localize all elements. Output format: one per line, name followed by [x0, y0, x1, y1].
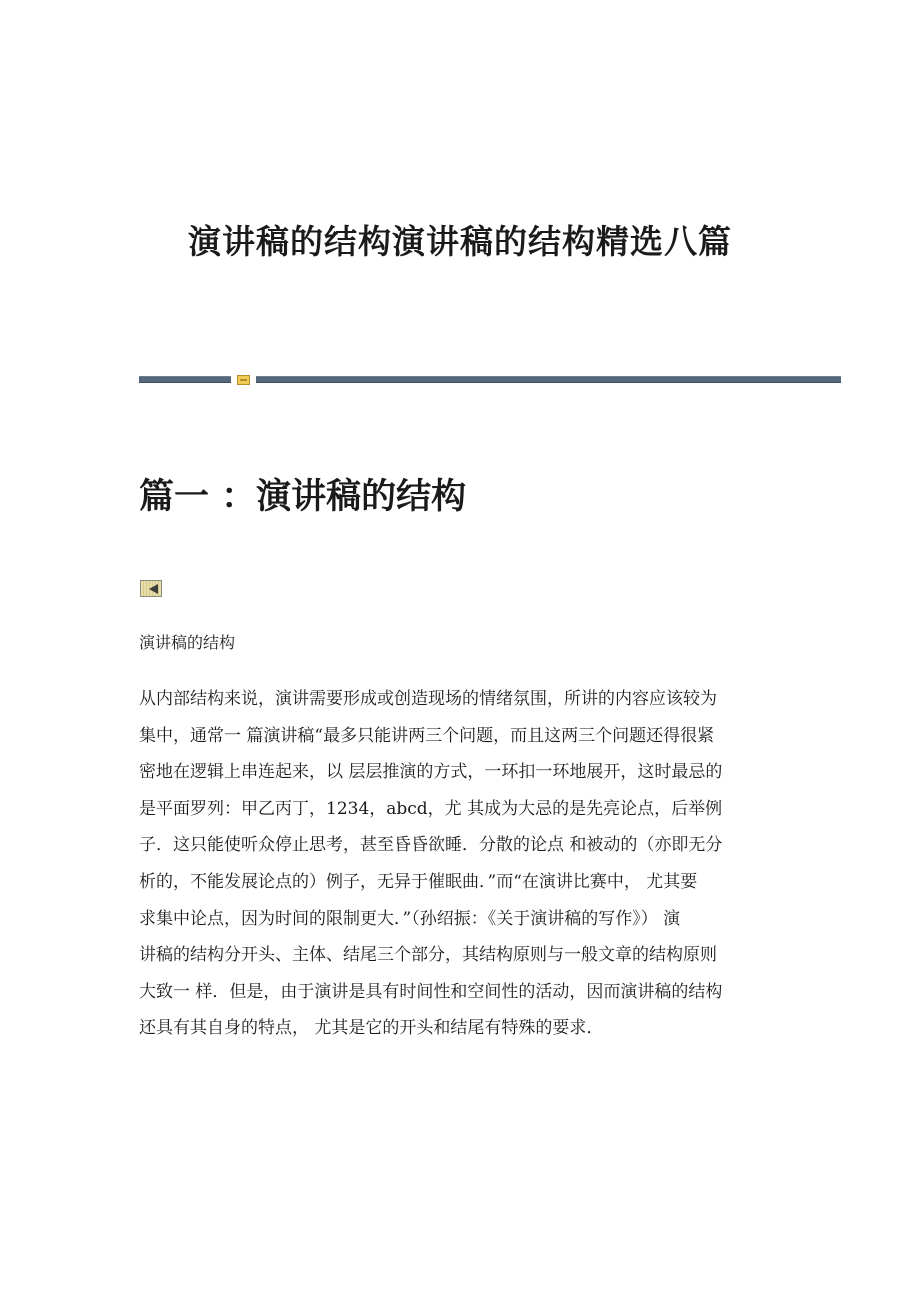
paragraph-line: 从内部结构来说，演讲需要形成或创造现场的情绪氛围，所讲的内容应该较为	[139, 689, 717, 709]
divider-bar-right	[256, 376, 841, 383]
paragraph-line: 是平面罗列：甲乙丙丁，1234，abcd，尤 其成为大忌的是先亮论点，后举例	[139, 798, 723, 819]
paragraph-line: 讲稿的结构分开头、主体、结尾三个部分，其结构原则与一般文章的结构原则	[139, 945, 717, 966]
body-paragraph	[139, 686, 799, 1052]
paragraph-line: 析的，不能发展论点的）例子，无异于催眠曲．”而“在演讲比赛中， 尤其要	[139, 871, 698, 892]
document-title: 演讲稿的结构演讲稿的结构精选八篇	[188, 222, 732, 261]
section-subtitle: 演讲稿的结构	[139, 633, 236, 652]
paragraph-line: 密地在逻辑上串连起来，以 层层推演的方式，一环扣一环地展开，这时最忌的	[139, 762, 723, 783]
paragraph-line: 大致一 样．但是，由于演讲是具有时间性和空间性的活动，因而演讲稿的结构	[139, 981, 723, 1002]
section-heading: 篇一 ：演讲稿的结构	[139, 476, 467, 517]
divider-bar-left	[139, 376, 231, 383]
envelope-icon	[237, 375, 250, 385]
paragraph-line: 集中，通常一 篇演讲稿“最多只能讲两三个问题，而且这两三个问题还得很紧	[139, 725, 715, 746]
image-icon	[140, 580, 162, 597]
paragraph-line: 求集中论点，因为时间的限制更大．”（孙绍振：《关于演讲稿的写作》） 演	[139, 908, 681, 929]
title-divider	[139, 375, 841, 385]
paragraph-line: 子．这只能使听众停止思考，甚至昏昏欲睡．分散的论点 和被动的（亦即无分	[139, 835, 723, 856]
paragraph-line: 还具有其自身的特点， 尤其是它的开头和结尾有特殊的要求．	[139, 1018, 604, 1039]
